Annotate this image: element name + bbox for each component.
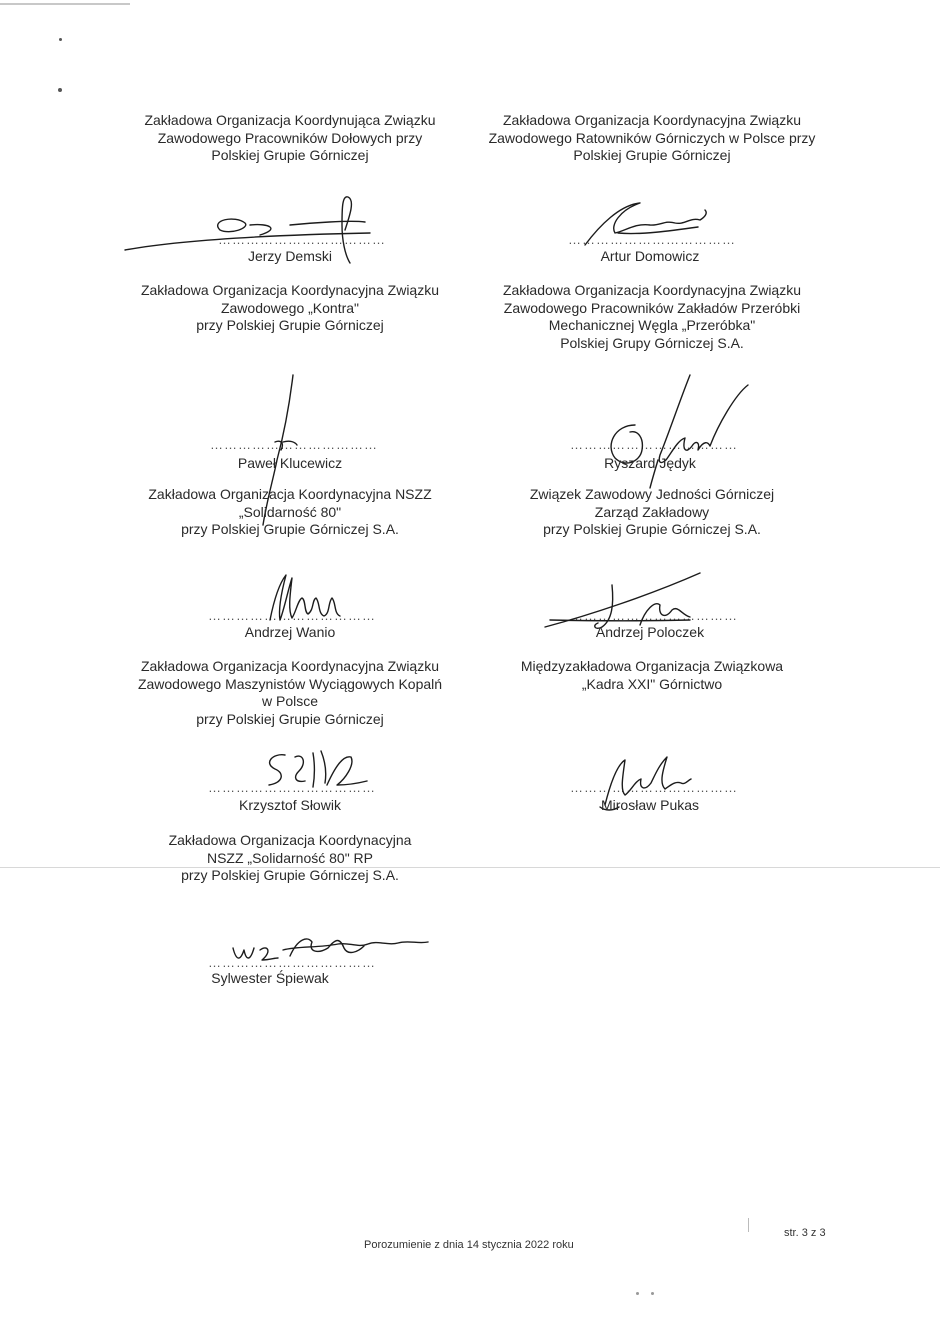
org-line: Polskiej Grupy Górniczej S.A. — [560, 334, 744, 351]
scan-mark — [748, 1218, 749, 1232]
org-block-8 — [462, 658, 842, 693]
org-line: Zakładowa Organizacja Koordynacyjna Związku — [140, 282, 440, 298]
org-block-6 — [462, 486, 842, 539]
scan-speck — [58, 88, 62, 92]
org-line: Zakładowa Organizacja Koordynacyjna Związku — [502, 112, 802, 128]
signatory-name: Paweł Klucewicz — [237, 455, 343, 471]
scan-edge-mark — [0, 3, 130, 5]
org-line: „Kadra XXI" Górnictwo — [581, 675, 723, 692]
org-block-1 — [100, 112, 480, 165]
signature-dotted-line: ……………………………… — [570, 437, 738, 452]
scan-speck — [59, 38, 62, 41]
org-block-2 — [462, 112, 842, 165]
signature-dotted-line: ……………………………… — [210, 437, 378, 452]
signatory-name: Mirosław Pukas — [600, 797, 700, 813]
org-line: Zawodowego Ratowników Górniczych w Polsce przy — [488, 129, 816, 146]
org-block-9 — [100, 832, 480, 885]
signature-artur-domowicz — [580, 195, 720, 250]
org-line: NSZZ „Solidarność 80" RP — [206, 849, 374, 866]
signature-dotted-line: ……………………………… — [218, 232, 386, 247]
signatory-name: Artur Domowicz — [600, 248, 700, 264]
org-line: „Solidarność 80" — [238, 503, 342, 520]
signature-dotted-line: ……………………………… — [570, 608, 738, 623]
org-line: Zakładowa Organizacja Koordynacyjna Związku — [502, 282, 802, 298]
signatory-name: Andrzej Wanio — [244, 624, 336, 640]
scan-speck — [636, 1292, 639, 1295]
signature-sylwester-spiewak — [228, 928, 438, 973]
org-line: Zakładowa Organizacja Koordynująca Związku — [144, 112, 436, 128]
signatory-name: Andrzej Poloczek — [595, 624, 705, 640]
signature-krzysztof-slowik — [255, 745, 375, 795]
org-line: Polskiej Grupie Górniczej — [211, 147, 369, 163]
org-block-4 — [462, 282, 842, 352]
signatory-name: Sylwester Śpiewak — [211, 970, 329, 986]
signatory-name: Jerzy Demski — [247, 248, 332, 264]
org-line: Zawodowego Maszynistów Wyciągowych Kopalń — [137, 675, 443, 692]
signatory-name: Krzysztof Słowik — [239, 797, 341, 813]
signatory-name: Ryszard Jędyk — [604, 455, 696, 471]
footer-agreement-date: Porozumienie z dnia 14 stycznia 2022 roku — [364, 1239, 574, 1251]
signature-dotted-line: ……………………………… — [208, 608, 376, 623]
org-line: Zakładowa Organizacja Koordynacyjna Związku — [140, 658, 440, 674]
signature-ryszard-jedyk — [600, 370, 760, 490]
org-line: Zawodowego Pracowników Dołowych przy — [157, 129, 423, 146]
org-block-7 — [100, 658, 480, 728]
org-line: Zawodowego „Kontra" — [220, 299, 360, 316]
org-line: przy Polskiej Grupie Górniczej — [196, 710, 384, 727]
org-line: w Polsce — [261, 693, 319, 709]
org-line: Mechanicznej Węgla „Przeróbka" — [548, 317, 756, 333]
signature-dotted-line: ……………………………… — [570, 780, 738, 795]
signature-dotted-line: ……………………………… — [208, 955, 376, 970]
org-line: Zarząd Zakładowy — [594, 503, 710, 520]
org-line: Zakładowa Organizacja Koordynacyjna — [168, 832, 412, 848]
page-number: str. 3 z 3 — [784, 1227, 826, 1239]
org-block-5 — [100, 486, 480, 539]
signature-dotted-line: ……………………………… — [208, 780, 376, 795]
org-line: przy Polskiej Grupie Górniczej — [196, 317, 384, 333]
signature-andrzej-wanio — [258, 570, 358, 625]
org-line: Polskiej Grupie Górniczej — [573, 147, 731, 163]
signature-dotted-line: ……………………………… — [568, 232, 736, 247]
org-line: przy Polskiej Grupie Górniczej S.A. — [543, 521, 761, 537]
org-line: przy Polskiej Grupie Górniczej S.A. — [181, 867, 399, 883]
org-line: Zakładowa Organizacja Koordynacyjna NSZZ — [148, 486, 432, 502]
org-line: Zawodowego Pracowników Zakładów Przeróbki — [503, 299, 801, 316]
org-line: przy Polskiej Grupie Górniczej S.A. — [181, 521, 399, 537]
org-block-3 — [100, 282, 480, 335]
org-line: Międzyzakładowa Organizacja Związkowa — [520, 658, 784, 674]
org-line: Związek Zawodowy Jedności Górniczej — [529, 486, 775, 502]
scan-speck — [651, 1292, 654, 1295]
